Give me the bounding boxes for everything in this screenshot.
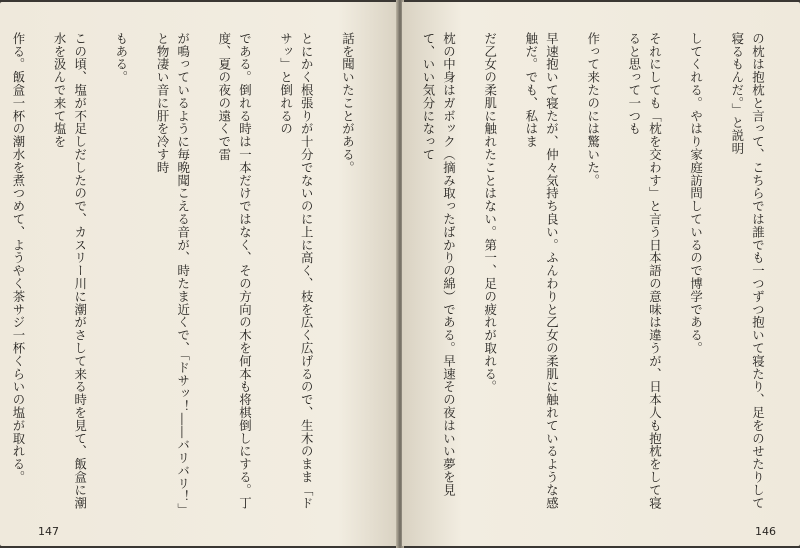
text-line: である。倒れる時は一本だけではなく、その方向の木を何本も将棋倒しにする。丁度、夏の夜の遠くで雷	[216, 32, 253, 510]
text-line: とにかく根張りが十分でないのに上に高く、枝を広く広げるので、生木のまま「ドサッ」と倒れるの	[278, 32, 315, 510]
text-line: してくれる。やはり家庭訪問しているので博学である。	[688, 32, 704, 355]
text-line: 話を聞いたことがある。	[340, 32, 356, 174]
text-line: それにしても「枕を交わす」と言う日本語の意味は違うが、日本人も抱枕をして寝ると思って一つも	[626, 32, 663, 510]
text-line: もある。	[113, 32, 129, 84]
page-number: 147	[38, 525, 59, 538]
text-line: 早速抱いて寝たが、仲々気持ち良い。ふんわりと乙女の柔肌に触れているような感触だ。でも、私はま	[523, 32, 560, 510]
text-line: の枕は抱枕と言って、こちらでは誰でも一つずつ抱いて寝たり、足をのせたりして寝るもんだ。」と説明	[729, 32, 766, 510]
text-line: だ乙女の柔肌に触れたことはない。第一、足の疲れが取れる。	[482, 32, 498, 394]
text-line: 作る。飯盒一杯の潮水を煮つめて、ようやく茶サジ一杯くらいの塩が取れる。	[10, 32, 26, 484]
text-line: 作って来たのには驚いた。	[585, 32, 601, 187]
text-line: この頃、塩が不足しだしたので、カスリー川に潮がさして来る時を見て、飯盒に潮水を汲んで来て塩を	[52, 32, 88, 510]
left-page	[0, 2, 398, 546]
left-page-text	[10, 32, 378, 512]
right-page	[402, 2, 800, 546]
text-line: 枕の中身はガボック（摘み取ったばかりの綿）である。早速その夜はいい夢を見て、いい気分になって	[420, 32, 457, 497]
page-number: 146	[755, 525, 776, 538]
text-line: が鳴っているように毎晩聞こえる音が、時たま近くで、「ドサッ！――バリバリ！」と物凄い音に肝を冷す時	[155, 32, 191, 510]
right-page-text	[416, 32, 788, 512]
